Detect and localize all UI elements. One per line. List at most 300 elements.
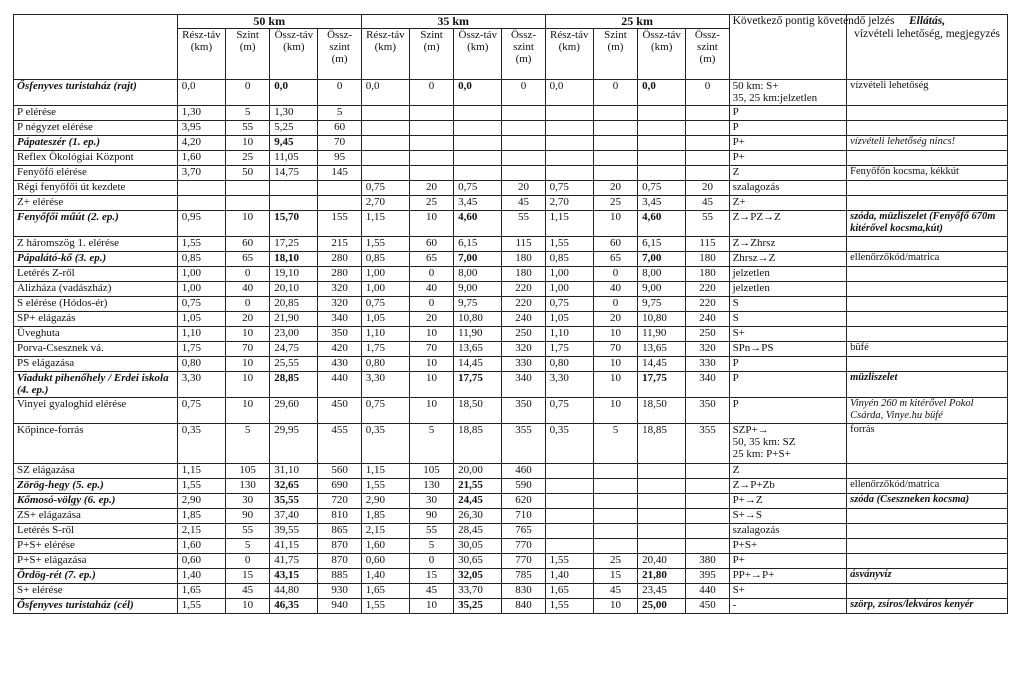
cell-value: 105	[409, 464, 453, 479]
cell-value	[593, 509, 637, 524]
cell-value: 1,85	[361, 509, 409, 524]
cell-value: 770	[502, 554, 545, 569]
checkpoint-name: Ördög-rét (7. ep.)	[14, 569, 178, 584]
cell-value: 43,15	[270, 569, 318, 584]
cell-value	[686, 509, 729, 524]
cell-value: 180	[686, 252, 729, 267]
cell-value: 10,80	[454, 312, 502, 327]
cell-value: 1,05	[177, 312, 225, 327]
next-sign: SZP+→ 50, 35 km: SZ 25 km: P+S+	[729, 424, 847, 464]
cell-value: 0	[409, 554, 453, 569]
cell-value: 31,10	[270, 464, 318, 479]
sub-header-3-2: Szint (m)	[593, 29, 637, 80]
cell-value: 8,00	[638, 267, 686, 282]
cell-value: 13,65	[454, 342, 502, 357]
cell-value: 930	[318, 584, 361, 599]
cell-value: 455	[318, 424, 361, 464]
cell-value: 350	[502, 398, 545, 424]
cell-value: 23,00	[270, 327, 318, 342]
table-row	[14, 398, 1008, 424]
table-row	[14, 151, 1008, 166]
cell-value: 45	[593, 584, 637, 599]
cell-value: 1,75	[361, 342, 409, 357]
cell-value: 17,25	[270, 237, 318, 252]
cell-value: 0,80	[545, 357, 593, 372]
cell-value: 250	[686, 327, 729, 342]
sub-header-2-4: Össz-szint (m)	[502, 29, 545, 80]
cell-value	[638, 524, 686, 539]
table-row	[14, 479, 1008, 494]
cell-value: 0,80	[177, 357, 225, 372]
cell-value: 940	[318, 599, 361, 614]
supply-note: ellenőrzőkód/matrica	[847, 479, 1008, 494]
cell-value: 37,40	[270, 509, 318, 524]
cell-value: 440	[686, 584, 729, 599]
cell-value: 0	[502, 80, 545, 106]
cell-value: 0,35	[545, 424, 593, 464]
cell-value: 20	[593, 181, 637, 196]
cell-value: 13,65	[638, 342, 686, 357]
cell-value: 1,40	[545, 569, 593, 584]
cell-value: 17,75	[638, 372, 686, 398]
cell-value: 24,45	[454, 494, 502, 509]
cell-value	[593, 479, 637, 494]
cell-value: 320	[686, 342, 729, 357]
checkpoint-name: Porva-Csesznek vá.	[14, 342, 178, 357]
checkpoint-name: Kőpince-forrás	[14, 424, 178, 464]
table-row	[14, 211, 1008, 237]
cell-value: 20,00	[454, 464, 502, 479]
cell-value: 25,55	[270, 357, 318, 372]
cell-value: 65	[409, 252, 453, 267]
table-row	[14, 539, 1008, 554]
supply-note	[847, 312, 1008, 327]
cell-value	[409, 151, 453, 166]
cell-value: 21,90	[270, 312, 318, 327]
cell-value: 1,00	[361, 282, 409, 297]
cell-value	[686, 539, 729, 554]
cell-value: 25	[226, 151, 270, 166]
cell-value: 450	[318, 398, 361, 424]
cell-value: 0,75	[361, 297, 409, 312]
cell-value: 1,55	[177, 237, 225, 252]
cell-value: 1,00	[545, 267, 593, 282]
checkpoint-name: S elérése (Hódos-ér)	[14, 297, 178, 312]
cell-value: 21,55	[454, 479, 502, 494]
cell-value: 20	[409, 181, 453, 196]
cell-value: 1,55	[545, 554, 593, 569]
cell-value	[545, 136, 593, 151]
cell-value: 5	[226, 539, 270, 554]
next-sign: Z→Zhrsz	[729, 237, 847, 252]
group-header-row	[14, 15, 1008, 29]
cell-value: 0,75	[454, 181, 502, 196]
cell-value	[638, 151, 686, 166]
cell-value	[686, 121, 729, 136]
supply-note: vízvételi lehetőség nincs!	[847, 136, 1008, 151]
next-sign: Z	[729, 464, 847, 479]
checkpoint-name: P elérése	[14, 106, 178, 121]
cell-value: 95	[318, 151, 361, 166]
checkpoint-name: PS elágazása	[14, 357, 178, 372]
cell-value	[686, 151, 729, 166]
cell-value: 885	[318, 569, 361, 584]
next-sign: S	[729, 312, 847, 327]
cell-value: 30,65	[454, 554, 502, 569]
next-sign: P	[729, 121, 847, 136]
cell-value: 770	[502, 539, 545, 554]
cell-value: 240	[686, 312, 729, 327]
cell-value: 2,15	[177, 524, 225, 539]
cell-value: 350	[318, 327, 361, 342]
cell-value: 0,85	[545, 252, 593, 267]
checkpoint-name: SP+ elágazás	[14, 312, 178, 327]
cell-value: 65	[593, 252, 637, 267]
cell-value: 65	[226, 252, 270, 267]
cell-value: 7,00	[638, 252, 686, 267]
next-sign: P	[729, 372, 847, 398]
cell-value: 21,80	[638, 569, 686, 584]
cell-value: 560	[318, 464, 361, 479]
cell-value: 1,55	[361, 599, 409, 614]
cell-value: 11,05	[270, 151, 318, 166]
cell-value: 1,00	[177, 267, 225, 282]
cell-value: 20	[502, 181, 545, 196]
cell-value: 620	[502, 494, 545, 509]
cell-value: 0,0	[545, 80, 593, 106]
cell-value: 55	[409, 524, 453, 539]
supply-note: müzliszelet	[847, 372, 1008, 398]
cell-value: 1,65	[177, 584, 225, 599]
cell-value	[638, 479, 686, 494]
cell-value: 0,35	[361, 424, 409, 464]
cell-value: 145	[318, 166, 361, 181]
supply-note: forrás	[847, 424, 1008, 464]
cell-value: 6,15	[454, 237, 502, 252]
next-sign: Z→PZ→Z	[729, 211, 847, 237]
cell-value: 11,90	[454, 327, 502, 342]
supply-note	[847, 106, 1008, 121]
cell-value: 90	[409, 509, 453, 524]
cell-value: 50	[226, 166, 270, 181]
cell-value	[545, 509, 593, 524]
cell-value	[502, 121, 545, 136]
cell-value: 220	[502, 297, 545, 312]
cell-value: 20	[686, 181, 729, 196]
cell-value: 10	[409, 327, 453, 342]
cell-value: 180	[502, 252, 545, 267]
cell-value: 9,45	[270, 136, 318, 151]
cell-value: 830	[502, 584, 545, 599]
cell-value: 0	[226, 554, 270, 569]
checkpoint-name: Reflex Ökológiai Központ	[14, 151, 178, 166]
cell-value: 20,10	[270, 282, 318, 297]
group-35km-header: 35 km	[361, 15, 545, 29]
cell-value	[545, 464, 593, 479]
table-row	[14, 524, 1008, 539]
cell-value: 30	[409, 494, 453, 509]
cell-value: 340	[318, 312, 361, 327]
cell-value: 0,0	[177, 80, 225, 106]
next-sign: P+	[729, 136, 847, 151]
cell-value: 0,60	[361, 554, 409, 569]
checkpoint-name: Ősfenyves turistaház (cél)	[14, 599, 178, 614]
checkpoint-name: P+S+ elérése	[14, 539, 178, 554]
group-25km-header: 25 km	[545, 15, 729, 29]
supply-note: vízvételi lehetőség	[847, 80, 1008, 106]
cell-value	[270, 196, 318, 211]
checkpoint-name: P+S+ elágazása	[14, 554, 178, 569]
checkpoint-name: Z+ elérése	[14, 196, 178, 211]
cell-value	[409, 136, 453, 151]
cell-value: 0	[318, 80, 361, 106]
next-sign: SPn→PS	[729, 342, 847, 357]
table-row	[14, 372, 1008, 398]
cell-value: 0,0	[270, 80, 318, 106]
cell-value	[686, 524, 729, 539]
cell-value	[686, 106, 729, 121]
cell-value: 1,55	[545, 237, 593, 252]
cell-value: 20	[409, 312, 453, 327]
cell-value: 590	[502, 479, 545, 494]
checkpoint-name: SZ elágazása	[14, 464, 178, 479]
table-row	[14, 196, 1008, 211]
cell-value: 1,75	[177, 342, 225, 357]
supply-note: büfé	[847, 342, 1008, 357]
cell-value	[454, 151, 502, 166]
cell-value: 55	[226, 524, 270, 539]
cell-value: 10	[409, 372, 453, 398]
checkpoint-name: Letérés Z-ről	[14, 267, 178, 282]
cell-value: 7,00	[454, 252, 502, 267]
cell-value: 10	[226, 357, 270, 372]
cell-value: 220	[686, 297, 729, 312]
cell-value: 5	[226, 106, 270, 121]
cell-value: 6,15	[638, 237, 686, 252]
cell-value: 1,15	[177, 464, 225, 479]
sub-header-3-1: Rész-táv (km)	[545, 29, 593, 80]
cell-value: 10,80	[638, 312, 686, 327]
cell-value	[318, 181, 361, 196]
supply-note	[847, 357, 1008, 372]
cell-value	[593, 464, 637, 479]
cell-value: 70	[409, 342, 453, 357]
cell-value: 1,60	[361, 539, 409, 554]
cell-value: 1,10	[545, 327, 593, 342]
cell-value	[686, 136, 729, 151]
table-row	[14, 237, 1008, 252]
cell-value: 45	[502, 196, 545, 211]
cell-value: 1,60	[177, 539, 225, 554]
cell-value	[361, 151, 409, 166]
cell-value	[593, 494, 637, 509]
cell-value	[177, 196, 225, 211]
table-row	[14, 509, 1008, 524]
cell-value: 10	[409, 357, 453, 372]
cell-value: 5	[226, 424, 270, 464]
checkpoint-name: Vinyei gyaloghíd elérése	[14, 398, 178, 424]
supply-note	[847, 509, 1008, 524]
cell-value: 29,95	[270, 424, 318, 464]
cell-value: 840	[502, 599, 545, 614]
table-body	[14, 80, 1008, 614]
cell-value: 4,60	[454, 211, 502, 237]
cell-value: 2,70	[361, 196, 409, 211]
cell-value: 2,15	[361, 524, 409, 539]
cell-value: 1,15	[545, 211, 593, 237]
cell-value: 0,75	[177, 398, 225, 424]
cell-value: 10	[593, 327, 637, 342]
sub-header-1-2: Szint (m)	[226, 29, 270, 80]
cell-value	[226, 196, 270, 211]
cell-value: 130	[409, 479, 453, 494]
cell-value: 20	[226, 312, 270, 327]
cell-value: 3,95	[177, 121, 225, 136]
cell-value	[593, 166, 637, 181]
supply-note: Vinyén 260 m kitérővel Pokol Csárda, Vinye.hu büfé	[847, 398, 1008, 424]
cell-value: 10	[409, 211, 453, 237]
cell-value: 1,55	[361, 479, 409, 494]
cell-value: 4,20	[177, 136, 225, 151]
cell-value	[545, 524, 593, 539]
cell-value: 26,30	[454, 509, 502, 524]
cell-value	[638, 166, 686, 181]
supply-note: ellenőrzőkód/matrica	[847, 252, 1008, 267]
supply-note	[847, 539, 1008, 554]
cell-value	[361, 136, 409, 151]
table-row	[14, 181, 1008, 196]
table-row	[14, 464, 1008, 479]
cell-value	[638, 509, 686, 524]
cell-value: 10	[593, 357, 637, 372]
cell-value: 460	[502, 464, 545, 479]
next-sign: Z→P+Zb	[729, 479, 847, 494]
cell-value: 865	[318, 524, 361, 539]
cell-value	[638, 136, 686, 151]
cell-value: 0,75	[361, 398, 409, 424]
cell-value	[686, 494, 729, 509]
cell-value: 23,45	[638, 584, 686, 599]
cell-value: 9,75	[454, 297, 502, 312]
cell-value: 18,10	[270, 252, 318, 267]
cell-value: 340	[686, 372, 729, 398]
cell-value	[270, 181, 318, 196]
cell-value: 0	[593, 297, 637, 312]
cell-value: 420	[318, 342, 361, 357]
supply-note	[847, 524, 1008, 539]
cell-value	[502, 166, 545, 181]
cell-value: 1,55	[545, 599, 593, 614]
cell-value: 440	[318, 372, 361, 398]
checkpoint-name: Ősfenyves turistaház (rajt)	[14, 80, 178, 106]
cell-value	[545, 479, 593, 494]
sub-header-1-1: Rész-táv (km)	[177, 29, 225, 80]
cell-value: 720	[318, 494, 361, 509]
cell-value: 35,25	[454, 599, 502, 614]
cell-value: 215	[318, 237, 361, 252]
checkpoint-name: Viadukt pihenőhely / Erdei iskola (4. ep.)	[14, 372, 178, 398]
cell-value: 46,35	[270, 599, 318, 614]
table-row	[14, 166, 1008, 181]
next-sign: P+	[729, 554, 847, 569]
checkpoint-name: Letérés S-ről	[14, 524, 178, 539]
next-sign: P+	[729, 151, 847, 166]
cell-value: 14,75	[270, 166, 318, 181]
checkpoint-name: Alizháza (vadászház)	[14, 282, 178, 297]
supply-header-rest: vízvételi lehetőség, megjegyzés	[854, 28, 1001, 40]
sub-header-3-4: Össz-szint (m)	[686, 29, 729, 80]
cell-value: 9,00	[638, 282, 686, 297]
cell-value: 1,85	[177, 509, 225, 524]
next-sign: jelzetlen	[729, 282, 847, 297]
cell-value	[409, 166, 453, 181]
cell-value: 0,85	[361, 252, 409, 267]
cell-value: 10	[409, 599, 453, 614]
cell-value	[545, 166, 593, 181]
cell-value: 870	[318, 554, 361, 569]
cell-value: 115	[502, 237, 545, 252]
cell-value: 10	[409, 398, 453, 424]
cell-value: 330	[502, 357, 545, 372]
checkpoint-name: Régi fenyőfői út kezdete	[14, 181, 178, 196]
cell-value: 25	[593, 196, 637, 211]
cell-value: 0,75	[638, 181, 686, 196]
supply-note: szóda (Cseszneken kocsma)	[847, 494, 1008, 509]
cell-value	[361, 166, 409, 181]
cell-value: 35,55	[270, 494, 318, 509]
table-row	[14, 357, 1008, 372]
cell-value: 1,65	[545, 584, 593, 599]
next-sign: S+	[729, 327, 847, 342]
next-sign: Zhrsz→Z	[729, 252, 847, 267]
table-row	[14, 106, 1008, 121]
cell-value	[593, 106, 637, 121]
cell-value: 320	[502, 342, 545, 357]
sub-header-2-2: Szint (m)	[409, 29, 453, 80]
supply-note	[847, 151, 1008, 166]
cell-value: 10	[593, 211, 637, 237]
cell-value: 60	[226, 237, 270, 252]
cell-value: 2,90	[361, 494, 409, 509]
next-sign: Z+	[729, 196, 847, 211]
cell-value: 10	[226, 398, 270, 424]
cell-value: 1,75	[545, 342, 593, 357]
cell-value: 33,70	[454, 584, 502, 599]
cell-value: 39,55	[270, 524, 318, 539]
cell-value: 32,05	[454, 569, 502, 584]
cell-value	[545, 121, 593, 136]
cell-value: 450	[686, 599, 729, 614]
cell-value: 90	[226, 509, 270, 524]
cell-value: 15	[226, 569, 270, 584]
cell-value: 15,70	[270, 211, 318, 237]
cell-value: 355	[502, 424, 545, 464]
cell-value: 330	[686, 357, 729, 372]
cell-value: 0	[686, 80, 729, 106]
supply-note	[847, 121, 1008, 136]
cell-value	[686, 479, 729, 494]
cell-value	[545, 494, 593, 509]
cell-value: 5	[593, 424, 637, 464]
cell-value: 220	[502, 282, 545, 297]
cell-value: 10	[593, 599, 637, 614]
cell-value: 20,85	[270, 297, 318, 312]
cell-value: 180	[686, 267, 729, 282]
supply-note	[847, 464, 1008, 479]
group-50km-header: 50 km	[177, 15, 361, 29]
cell-value: 0,85	[177, 252, 225, 267]
cell-value	[638, 464, 686, 479]
